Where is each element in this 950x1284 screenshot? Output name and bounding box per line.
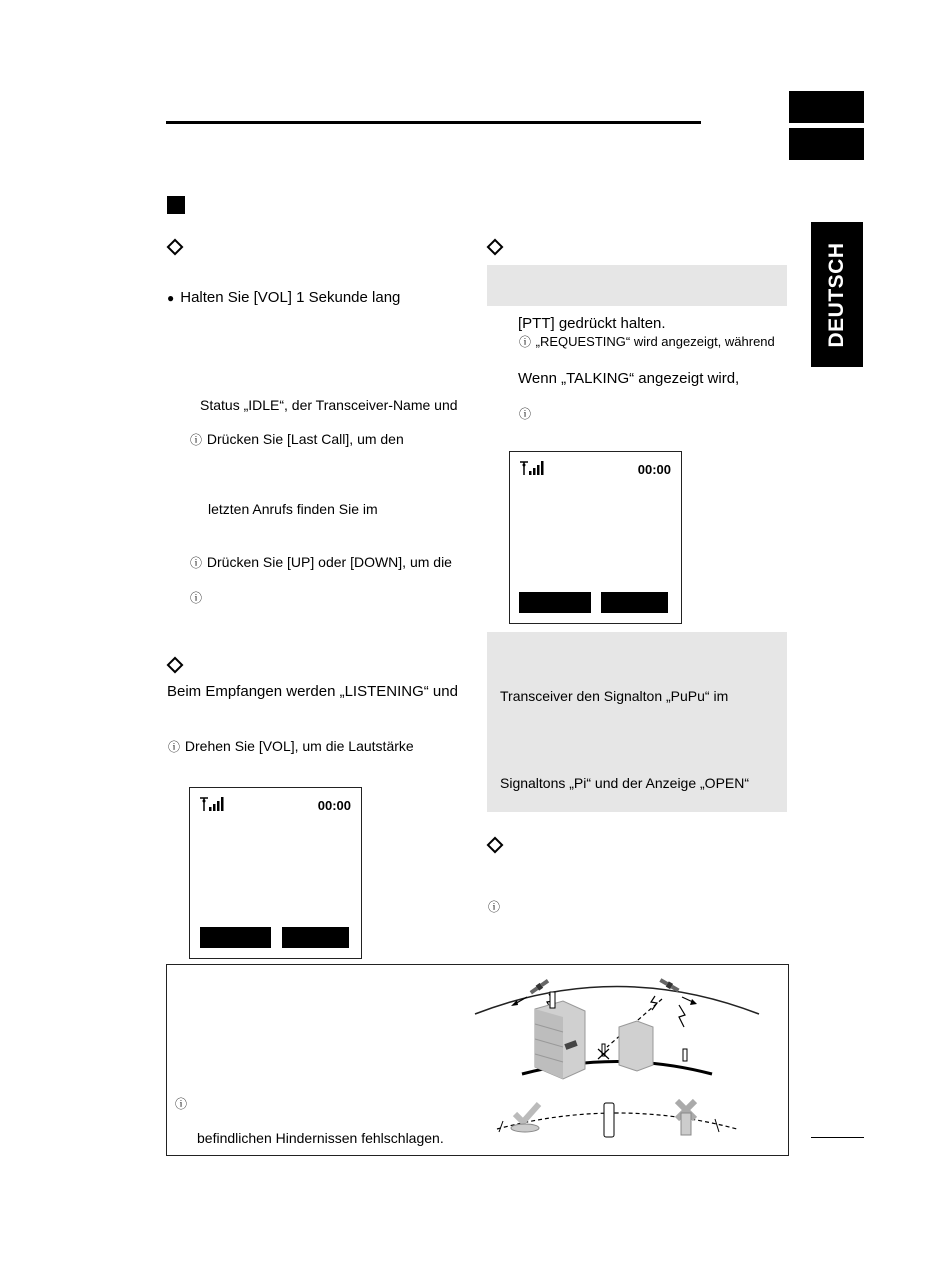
last-call-detail: letzten Anrufs finden Sie im [208, 501, 378, 517]
lcd-display-right [509, 451, 682, 624]
signal-strength-icon [198, 796, 228, 812]
receive-text: Beim Empfangen werden „LISTENING“ und [167, 683, 458, 700]
ptt-text: [PTT] gedrückt halten. [518, 315, 666, 332]
note-last-call-text: Drücken Sie [Last Call], um den [206, 431, 404, 447]
info-icon: ⓘ [189, 591, 202, 605]
note-up-down [189, 554, 452, 571]
info-icon: ⓘ [189, 433, 202, 447]
requesting-note-text: „REQUESTING“ wird angezeigt, während [535, 334, 775, 349]
note-vol [167, 738, 414, 755]
note-empty-3 [487, 899, 501, 915]
softkey-right [601, 592, 668, 613]
header-rule [166, 121, 701, 124]
note-empty-1 [189, 589, 203, 606]
note-up-down-text: Drücken Sie [UP] oder [DOWN], um die [206, 554, 452, 570]
diamond-icon [167, 239, 184, 256]
transceiver-icon [604, 1103, 614, 1137]
highlight-box-bottom [487, 632, 787, 812]
bullet-text: Halten Sie [VOL] 1 Sekunde lang [180, 289, 401, 306]
info-icon: ⓘ [518, 335, 531, 349]
diamond-icon [487, 239, 504, 256]
page-number-rule [811, 1137, 864, 1138]
bullet-icon: ● [167, 291, 175, 305]
note-empty-4 [174, 1096, 188, 1112]
language-side-tab [811, 222, 863, 367]
gray-line-2: Signaltons „Pi“ und der Anzeige „OPEN“ [500, 775, 750, 791]
requesting-note [518, 334, 775, 350]
diamond-icon [487, 837, 504, 854]
section-square-icon [167, 196, 185, 214]
info-icon: ⓘ [518, 407, 531, 421]
chapter-tab-1 [789, 91, 864, 123]
signal-strength-icon [518, 460, 548, 476]
chapter-tab-2 [789, 128, 864, 160]
language-side-tab-label: DEUTSCH [825, 241, 848, 348]
diamond-icon [167, 657, 184, 674]
satellite-illustration [467, 969, 782, 1149]
lcd-time: 00:00 [637, 462, 671, 477]
note-vol-text: Drehen Sie [VOL], um die Lautstärke [184, 738, 414, 754]
gray-line-1: Transceiver den Signalton „PuPu“ im [500, 688, 729, 704]
info-icon: ⓘ [174, 1097, 187, 1111]
satellite-info-box [166, 964, 789, 1156]
lcd-display-left [189, 787, 362, 959]
softkey-right [282, 927, 349, 948]
note-empty-2 [518, 406, 532, 422]
lcd-time: 00:00 [317, 798, 351, 813]
check-icon [515, 1104, 539, 1122]
softkey-left [519, 592, 591, 613]
info-icon: ⓘ [167, 740, 180, 754]
highlight-box-top [487, 265, 787, 306]
info-icon: ⓘ [189, 556, 202, 570]
softkey-left [200, 927, 271, 948]
bullet-item [167, 289, 400, 307]
info-icon: ⓘ [487, 900, 500, 914]
note-last-call [189, 431, 404, 448]
talking-text: Wenn „TALKING“ angezeigt wird, [518, 370, 740, 387]
obstacle-text: befindlichen Hindernissen fehlschlagen. [197, 1130, 444, 1146]
status-text: Status „IDLE“, der Transceiver-Name und [200, 397, 458, 413]
